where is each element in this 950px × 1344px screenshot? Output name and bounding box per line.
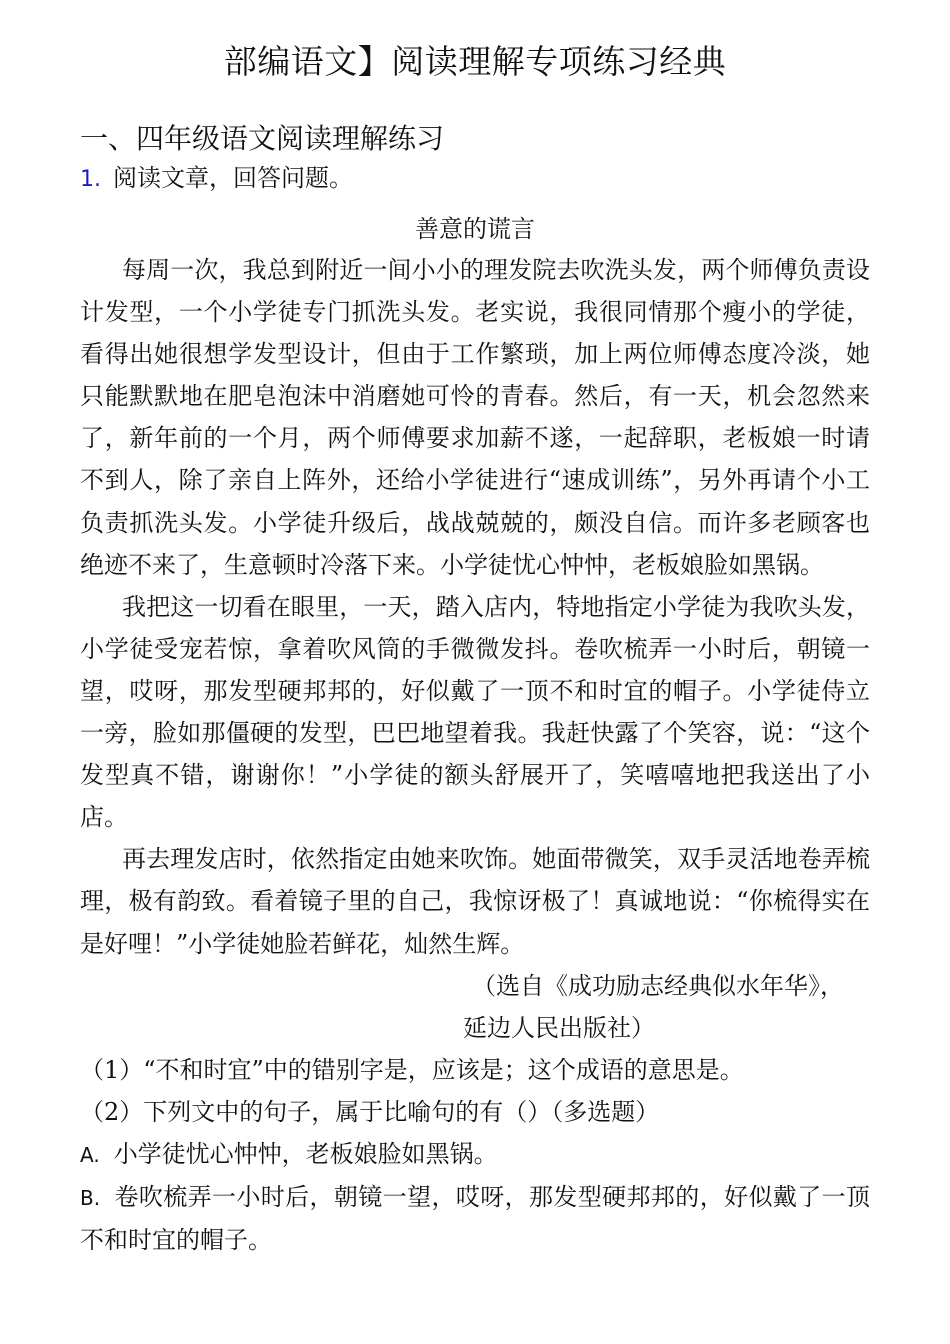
document-title: 部编语文】阅读理解专项练习经典 [223, 42, 727, 81]
article-paragraph: 再去理发店时，依然指定由她来吹饰。她面带微笑，双手灵活地卷弄梳理，极有韵致。看着镜子里的自己，我惊讶极了！真诚地说：“你梳得实在是好哩！”小学徒她脸若鲜花，灿然生辉。 [80, 845, 870, 958]
article-title: 善意的谎言 [415, 215, 535, 243]
choice-b [80, 1176, 870, 1261]
article-paragraph: 每周一次，我总到附近一间小小的理发院去吹洗头发，两个师傅负责设计发型，一个小学徒专门抓洗头发。老实说，我很同情那个瘦小的学徒，看得出她很想学发型设计，但由于工作繁琐，加上两位师傅态度冷淡，她只能默默地在肥皂泡沫中消磨她可怜的青春。然后，有一天，机会忽然来了，新年前的一个月，两个师傅要求加薪不遂，一起辞职，老板娘一时请不到人，除了亲自上阵外，还给小学徒进行“速成训练”，另外再请个小工负责抓洗头发。小学徒升级后，战战兢兢的，颇没自信。而许多老顾客也绝迹不来了，生意顿时冷落下来。小学徒忧心忡忡，老板娘脸如黑锅。 [80, 256, 870, 579]
article-source-line: （选自《成功励志经典似水年华》， [472, 971, 844, 1000]
question-number: 1. [80, 167, 101, 192]
article-body [80, 249, 870, 1261]
question-prompt: 阅读文章，回答问题。 [113, 164, 353, 192]
choice-a [80, 1133, 870, 1176]
article-paragraph: 我把这一切看在眼里，一天，踏入店内，特地指定小学徒为我吹头发，小学徒受宠若惊，拿着吹风筒的手微微发抖。卷吹梳弄一小时后，朝镜一望，哎呀，那发型硬邦邦的，好似戴了一顶不和时宜的帽子。小学徒侍立一旁，脸如那僵硬的发型，巴巴地望着我。我赶快露了个笑容，说：“这个发型真不错，谢谢你！”小学徒的额头舒展开了，笑嘻嘻地把我送出了小店。 [80, 592, 870, 832]
article-source-line: 延边人民出版社） [463, 1013, 655, 1042]
sub-question-2: （2）下列文中的句子，属于比喻句的有（）（多选题） [80, 1097, 660, 1126]
choice-letter: A. [80, 1142, 100, 1167]
question-1 [80, 160, 353, 198]
sub-question-1: （1）“不和时宜”中的错别字是，应该是；这个成语的意思是。 [80, 1055, 744, 1084]
choice-letter: B. [80, 1186, 101, 1211]
section-heading: 一、四年级语文阅读理解练习 [80, 122, 445, 155]
choice-text: 小学徒忧心忡忡，老板娘脸如黑锅。 [113, 1139, 498, 1168]
choice-text: 卷吹梳弄一小时后，朝镜一望，哎呀，那发型硬邦邦的，好似戴了一顶不和时宜的帽子。 [80, 1183, 870, 1255]
